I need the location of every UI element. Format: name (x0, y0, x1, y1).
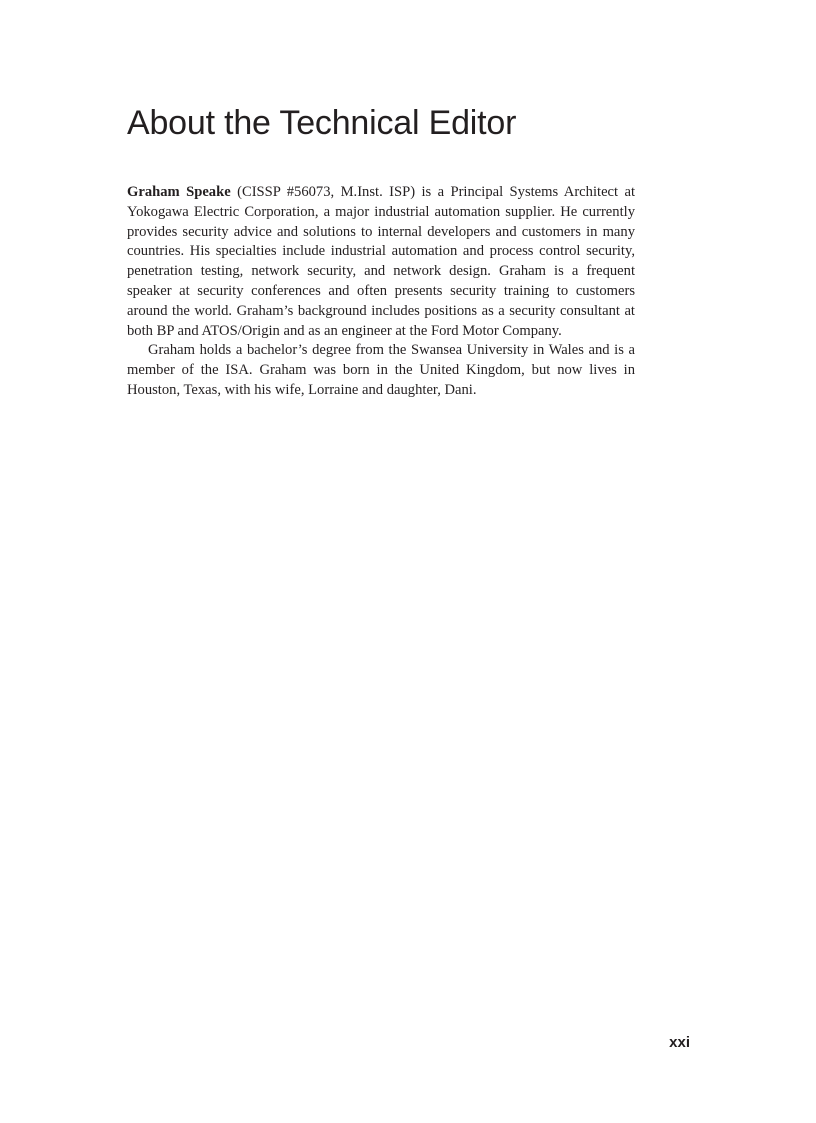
bio-paragraph-1 (127, 183, 635, 341)
page-title: About the Technical Editor (127, 104, 517, 142)
bio-text (127, 183, 635, 401)
bio-paragraph-1-text: (CISSP #56073, M.Inst. ISP) is a Principal Systems Architect at Yokogawa Electric Corporation, a major industrial automation supplier. He currently provides security advice and solutions to internal developers and customers in many countries. His specialties include industrial automation and process control security, penetration testing, network security, and network design. Graham is a frequent speaker at security conferences and often presents security training to customers around the world. Graham’s background includes positions as a security consultant at both BP and ATOS/Origin and as an engineer at the Ford Motor Company. (127, 184, 635, 339)
bio-paragraph-2: Graham holds a bachelor’s degree from the Swansea University in Wales and is a member of the ISA. Graham was born in the United Kingdom, but now lives in Houston, Texas, with his wife, Lorraine and daughter, Dani. (127, 342, 635, 398)
page-number: xxi (669, 1034, 690, 1051)
author-name: Graham Speake (127, 184, 231, 200)
